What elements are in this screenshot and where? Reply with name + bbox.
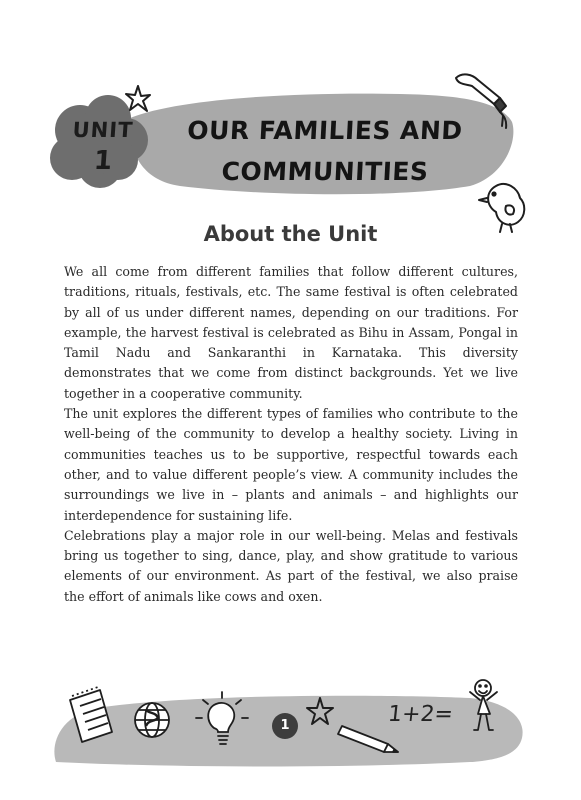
globe-doodle-icon bbox=[135, 703, 169, 737]
star-doodle-icon bbox=[126, 86, 150, 111]
unit-title-line-1: OUR FAMILIES AND bbox=[186, 116, 464, 145]
body-text bbox=[64, 262, 518, 607]
paragraph: The unit explores the different types of families who contribute to the well-being of the community to develop a healthy society. Living in communities teaches us to be supportive, respectful towards each other, and to value different people’s view. A community includes the surroundings we live in – plants and animals – and highlights our interdependence for sustaining life. bbox=[64, 406, 518, 523]
unit-label: UNIT bbox=[71, 118, 135, 142]
paragraph: Celebrations play a major role in our well-being. Melas and festivals bring us together to sing, dance, play, and show gratitude to various elements of our environment. As part of the festival, we also praise the effort of animals like cows and oxen. bbox=[64, 527, 518, 604]
about-heading: About the Unit bbox=[203, 222, 378, 246]
page-number-badge: 1 bbox=[272, 713, 298, 739]
math-doodle: 1+2= bbox=[386, 702, 455, 727]
paragraph: We all come from different families that follow different cultures, traditions, rituals, festivals, etc. The same festival is often celebrated by all of us under different names, depending on our traditions. For example, the harvest festival is celebrated as Bihu in Assam, Pongal in Tamil Nadu and Sankaranthi in Karnataka. This diversity demonstrates that we come from distinct backgrounds. Yet we live together in a cooperative community. bbox=[64, 264, 518, 401]
unit-title-line-2: COMMUNITIES bbox=[220, 157, 430, 186]
unit-number: 1 bbox=[92, 146, 114, 176]
